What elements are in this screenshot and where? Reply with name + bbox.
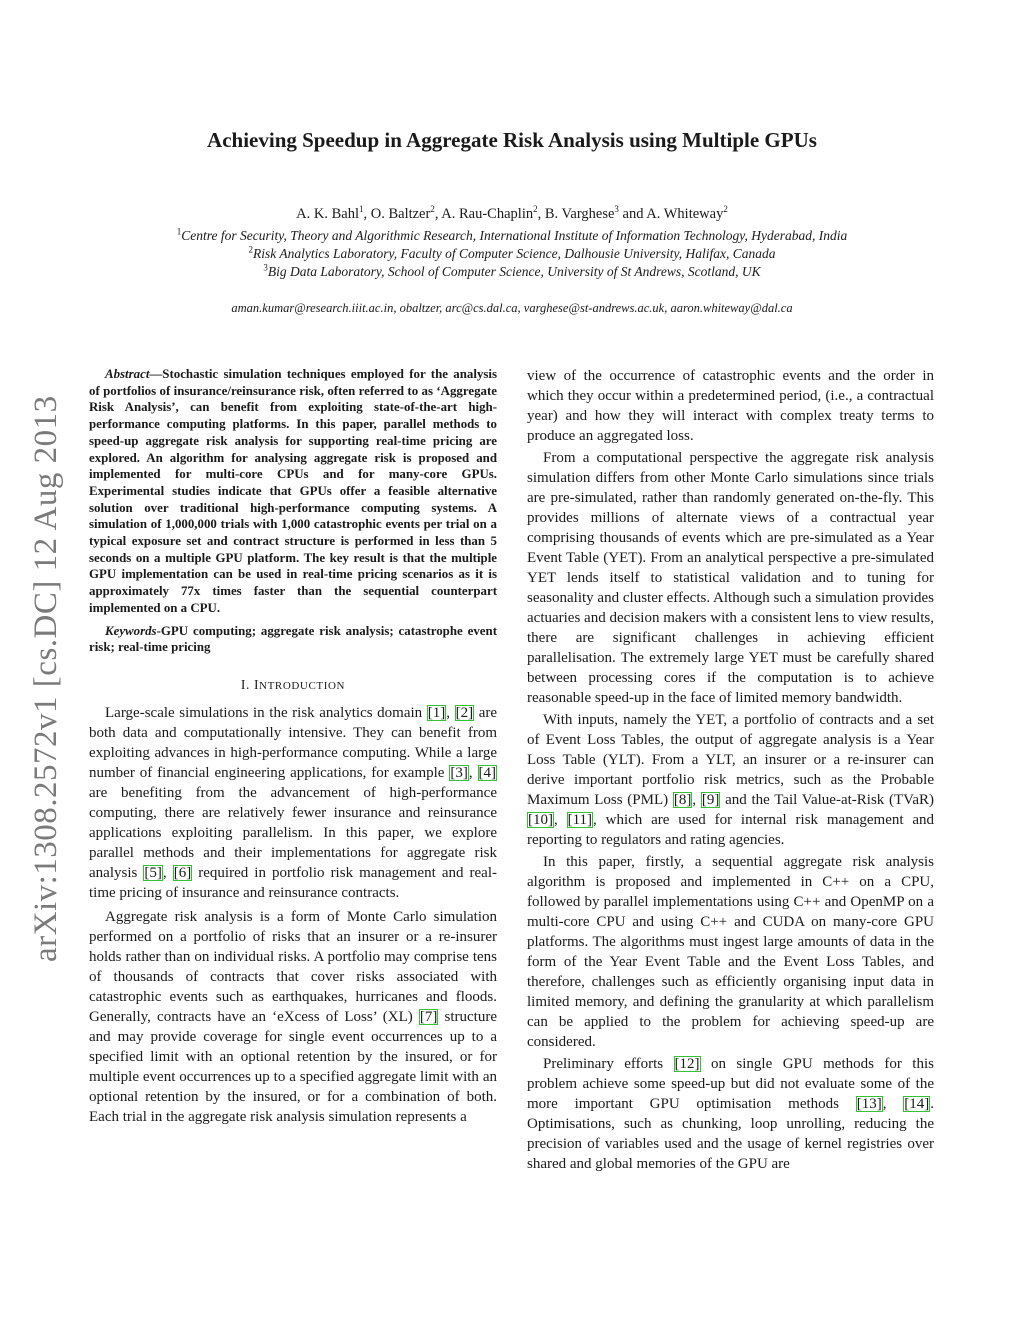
keywords: Keywords-GPU computing; aggregate risk analysis; catastrophe event risk; real-time pricing xyxy=(89,623,497,655)
intro-paragraph-4: From a computational perspective the aggregate risk analysis simulation differs from other Monte Carlo simulations since trials are pre-simulated, rather than randomly generated on-the-fly. This provides millions of alternate views of a contractual year comprising thousands of events which are pre-simulated as a Year Event Table (YET). From an analytical perspective a pre-simulated YET lends itself to statistical validation and to tuning for seasonality and cluster effects. Although such a simulation provides actuaries and decision makers with a consistent lens to view results, there are significant challenges in achieving efficient parallelisation. The extremely large YET must be carefully shared between processing cores if the computation is to achieve reasonable speed-up in the face of limited memory bandwidth. xyxy=(527,450,934,706)
abstract-label: Abstract xyxy=(105,367,150,381)
citation-link[interactable]: [6] xyxy=(173,864,192,881)
abstract: Abstract—Stochastic simulation techniques employed for the analysis of portfolios of insurance/reinsurance risk, often referred to as ‘Aggregate Risk Analysis’, can benefit from exploiting state-of-the-art high-performance computing platforms. In this paper, parallel methods to speed-up aggregate risk analysis for supporting real-time pricing are explored. An algorithm for analysing aggregate risk is proposed and implemented for multi-core CPUs and for many-core GPUs. Experimental studies indicate that GPUs offer a feasible alternative solution over traditional high-performance computing systems. A simulation of 1,000,000 trials with 1,000 catastrophic events per trial on a typical exposure set and contract structure is performed in less than 5 seconds on a multiple GPU platform. The key result is that the multiple GPU implementation can be used in real-time pricing scenarios as it is approximately 77x times faster than the sequential counterpart implemented on a CPU. xyxy=(89,367,497,615)
affiliation-2: $^2$Risk Analytics Laboratory, Faculty of Computer Science, Dalhousie University, Halifax, Canada xyxy=(248,244,776,261)
left-column xyxy=(89,366,497,1127)
intro-paragraph-5: With inputs, namely the YET, a portfolio of contracts and a set of Event Loss Tables, the output of aggregate analysis is a Year Loss Table (YLT). From a YLT, an insurer or a re-insurer can derive important portfolio risk metrics, such as the Probable Maximum Loss (PML) [8], [9] and the Tail Value-at-Risk (TVaR) [10], [11], which are used for internal risk management and reporting to regulators and rating agencies. xyxy=(527,712,935,848)
intro-paragraph-3: view of the occurrence of catastrophic events and the order in which they occur within a predetermined period, (i.e., a contractual year) and how they will interact with complex treaty terms to produce an aggregated loss. xyxy=(527,368,934,444)
intro-paragraph-7: Preliminary efforts [12] on single GPU methods for this problem achieve some speed-up but did not evaluate some of the more important GPU optimisation methods [13], [14]. Optimisations, such as chunking, loop unrolling, reducing the precision of variables used and the usage of kernel registries over shared and global memories of the GPU are xyxy=(527,1056,935,1172)
citation-link[interactable]: [5] xyxy=(144,864,162,881)
paper-title: Achieving Speedup in Aggregate Risk Analysis using Multiple GPUs xyxy=(207,128,817,152)
citation-link[interactable]: [9] xyxy=(701,792,720,808)
citation-link[interactable]: [14] xyxy=(904,1096,930,1112)
intro-paragraph-6: In this paper, firstly, a sequential aggregate risk analysis algorithm is proposed and implemented in C++ on a CPU, followed by parallel implementations using C++ and OpenMP on a multi-core CPU and using C++ and CUDA on many-core GPU platforms. The algorithms must ingest large amounts of data in the form of the Year Event Table and the Event Loss Tables, and therefore, challenges such as efficiently organising input data in limited memory, and defining the granularity at which parallelism can be applied to the problem for achieving speed-up are considered. xyxy=(527,854,934,1050)
arxiv-identifier: arXiv:1308.2572v1 [cs.DC] 12 Aug 2013 xyxy=(28,395,64,962)
citation-link[interactable]: [2] xyxy=(455,704,474,721)
citation-link[interactable]: [8] xyxy=(673,792,692,808)
citation-link[interactable]: [11] xyxy=(567,812,593,828)
affiliation-1: $^1$Centre for Security, Theory and Algorithmic Research, International Institute of Information Technology, Hyderabad, India xyxy=(176,226,848,243)
citation-link[interactable]: [12] xyxy=(674,1056,700,1072)
author-list: A. K. Bahl$^1$, O. Baltzer$^2$, A. Rau-Chaplin$^2$, B. Varghese$^3$ and A. Whiteway$^2$ xyxy=(296,204,728,222)
citation-link[interactable]: [7] xyxy=(419,1008,438,1025)
intro-paragraph-2: Aggregate risk analysis is a form of Monte Carlo simulation performed on a portfolio of risks that an insurer or a re-insurer holds rather than on individual risks. A portfolio may comprise tens of thousands of contracts that cover risks associated with catastrophic events such as earthquakes, hurricanes and floods. Generally, contracts have an ‘eXcess of Loss’ (XL) [7] structure and may provide coverage for single event occurrences up to a specified limit with an optional retention by the insured, or for multiple event occurrences up to a specified aggregate limit with an optional retention by the insured, or for a combination of both. Each trial in the aggregate risk analysis simulation represents a xyxy=(89,908,497,1125)
citation-link[interactable]: [1] xyxy=(427,704,446,721)
author-emails: aman.kumar@research.iiit.ac.in, obaltzer, arc@cs.dal.ca, varghese@st-andrews.ac.uk, aaron.whiteway@dal.ca xyxy=(231,301,793,315)
intro-paragraph-1: Large-scale simulations in the risk analytics domain [1], [2] are both data and computationally intensive. They can benefit from exploiting advances in high-performance computing. While a large number of financial engineering applications, for example [3], [4] are benefiting from the advancement of high-performance computing, there are relatively fewer insurance and reinsurance applications exploiting parallelism. In this paper, we explore parallel methods and their implementations for aggregate risk analysis [5], [6] required in portfolio risk management and real-time pricing of insurance and reinsurance contracts. xyxy=(89,704,498,901)
citation-link[interactable]: [13] xyxy=(856,1096,882,1112)
citation-link[interactable]: [4] xyxy=(478,764,496,781)
citation-link[interactable]: [3] xyxy=(450,764,468,781)
affiliation-3: $^3$Big Data Laboratory, School of Computer Science, University of St Andrews, Scotland, UK xyxy=(263,262,761,279)
citation-link[interactable]: [10] xyxy=(528,812,553,828)
keywords-label: Keywords xyxy=(105,623,157,638)
right-column xyxy=(527,366,934,1174)
section-heading-introduction: I. INTRODUCTION xyxy=(240,676,346,692)
